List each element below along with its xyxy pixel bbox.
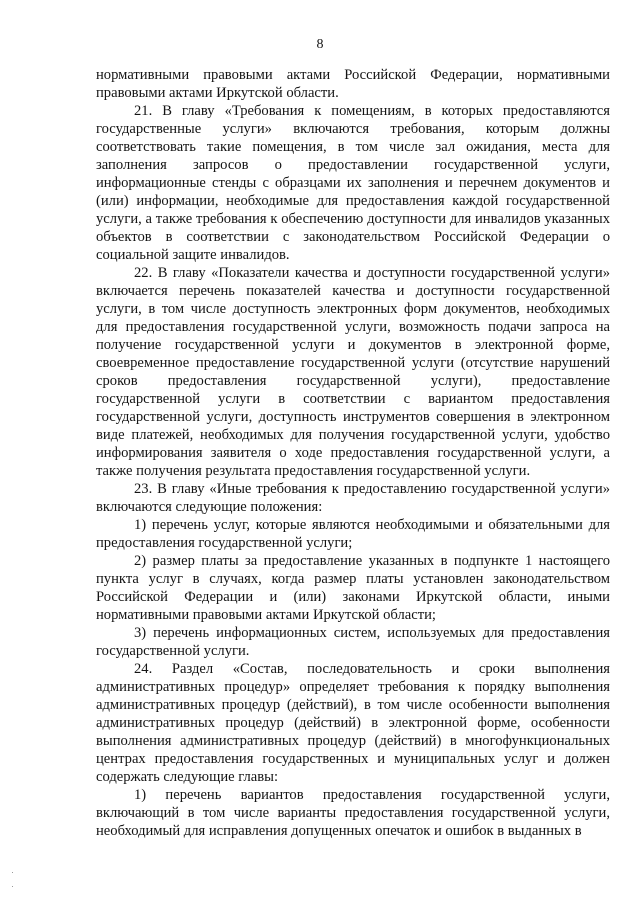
paragraph-23-item-1: 1) перечень услуг, которые являются необходимыми и обязательными для предоставления государственной услуги; bbox=[96, 517, 610, 551]
paragraph-24: 24. Раздел «Состав, последовательность и сроки выполнения административных процедур» определяет требования к порядку выполнения административных процедур (действий), в том числе особенности выполнения административных процедур (действий) в электронной форме, особенности выполнения административных процедур (действий) в многофункциональных центрах предоставления государственных и муниципальных услуг и должен содержать следующие главы: bbox=[96, 661, 610, 785]
paragraph-22: 22. В главу «Показатели качества и доступности государственной услуги» включается перечень показателей качества и доступности государственной услуги, в том числе доступность электронных форм документов, необходимых для предоставления государственной услуги, возможность подачи запроса на получение государственной услуги и документов в электронной форме, своевременное предоставление государственной услуги (отсутствие нарушений сроков предоставления государственной услуги), предоставление государственной услуги в соответствии с вариантом предоставления государственной услуги, доступность инструментов совершения в электронном виде платежей, необходимых для получения государственной услуги, удобство информирования заявителя о ходе предоставления государственной услуги, а также получения результата предоставления государственной услуги. bbox=[96, 265, 610, 479]
paragraph-23-item-3: 3) перечень информационных систем, используемых для предоставления государственной услуги. bbox=[96, 625, 610, 659]
paragraph-23-item-2: 2) размер платы за предоставление указанных в подпункте 1 настоящего пункта услуг в случаях, когда размер платы установлен законодательством Российской Федерации и (или) законами Иркутской области, иными нормативными правовыми актами Иркутской области; bbox=[96, 553, 610, 623]
scan-speck bbox=[12, 886, 13, 887]
scan-speck bbox=[12, 872, 13, 873]
paragraph-21: 21. В главу «Требования к помещениям, в которых предоставляются государственные услуги» включаются требования, которым должны соответствовать такие помещения, в том числе зал ожидания, места для заполнения запросов о предоставлении государственной услуги, информационные стенды с образцами их заполнения и перечнем документов и (или) информации, необходимые для предоставления каждой государственной услуги, а также требования к обеспечению доступности для инвалидов указанных объектов в соответствии с законодательством Российской Федерации о социальной защите инвалидов. bbox=[96, 103, 610, 263]
paragraph-24-item-1: 1) перечень вариантов предоставления государственной услуги, включающий в том числе варианты предоставления государственной услуги, необходимый для исправления допущенных опечаток и ошибок в выданных в bbox=[96, 787, 610, 839]
paragraph-23: 23. В главу «Иные требования к предоставлению государственной услуги» включаются следующие положения: bbox=[96, 481, 610, 515]
document-body bbox=[96, 66, 610, 840]
paragraph-continuation: нормативными правовыми актами Российской Федерации, нормативными правовыми актами Иркутской области. bbox=[96, 67, 610, 101]
page-number: 8 bbox=[316, 37, 324, 52]
